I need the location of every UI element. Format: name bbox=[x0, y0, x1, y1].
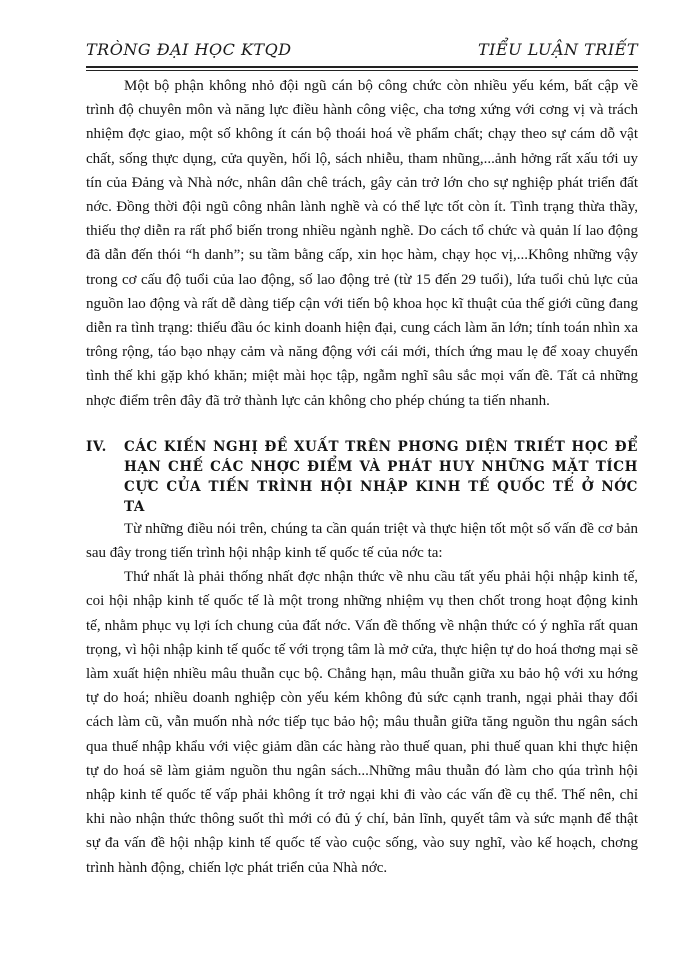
header-divider bbox=[86, 66, 638, 71]
paragraph-workforce-weaknesses: Một bộ phận không nhỏ đội ngũ cán bộ công chức còn nhiều yếu kém, bất cập về trình độ chuyên môn và năng lực điều hành công việc, cha tơng xứng với cơng vị và trách nhiệm đợc giao, một số không ít cán bộ thoái hoá về phẩm chất; chạy theo sự cám dỗ vật chất, sống thực dụng, cửa quyền, hối lộ, sách nhiễu, tham nhũng,...ảnh hởng rất xấu tới uy tín của Đảng và Nhà nớc, nhân dân chê trách, gây cản trở lớn cho sự nghiệp phát triển đất nớc. Đồng thời đội ngũ công nhân lành nghề và có thể lực tốt còn ít. Tình trạng thừa thầy, thiếu thợ diễn ra rất phổ biến trong nhiều ngành nghề. Do cách tổ chức và quản lí lao động đã dẫn đến thói “h danh”; su tầm bằng cấp, xin học hàm, chạy học vị,...Không những vậy trong cơ cấu độ tuổi của lao động, số lao động trẻ (từ 15 đến 29 tuổi), lứa tuổi chủ lực của nguồn lao động và rất dễ dàng tiếp cận với tiến bộ khoa học kĩ thuật của thế giới cũng đang diễn ra tình trạng: thiếu đầu óc kinh doanh hiện đại, cung cách làm ăn lớn; tính toán nhìn xa trông rộng, táo bạo nhạy cảm và năng động với cái mới, thích ứng mau lẹ để xoay chuyển tình thế khi gặp khó khăn; miệt mài học tập, ngẫm nghĩ sâu sắc mọi vấn đề. Tất cả những nhợc điểm trên đây đã trở thành lực cản không cho phép chúng ta tiến nhanh. bbox=[86, 78, 638, 409]
page-header bbox=[86, 40, 638, 64]
header-left-title: TRÒNG ĐẠI HỌC KTQD bbox=[86, 40, 292, 59]
paragraph-first-point: Thứ nhất là phải thống nhất đợc nhận thức về nhu cầu tất yếu phải hội nhập kinh tế, coi hội nhập kinh tế quốc tế là một trong những nhiệm vụ then chốt trong hoạt động kinh tế, nhằm phục vụ lợi ích chung của đất nớc. Vấn đề thống về nhận thức có ý nghĩa rất quan trọng, vì hội nhập kinh tế quốc tế với trọng tâm là mở cửa, thực hiện tự do hoá thơng mại sẽ làm xuất hiện nhiều mâu thuẫn cục bộ. Chẳng hạn, mâu thuẫn giữa xu bảo hộ với xu hớng tự do hoá; nhiều doanh nghiệp còn yếu kém không đủ sức cạnh tranh, ngại phải thay đổi cách làm cũ, vẫn muốn nhà nớc tiếp tục bảo hộ; mâu thuẫn giữa tăng nguồn thu ngân sách qua thuế nhập khẩu với việc giảm dần các hàng rào thuế quan, phi thuế quan khi thực hiện tự do hoá sẽ làm giảm nguồn thu ngân sách...Những mâu thuẫn đó làm cho qúa trình hội nhập kinh tế quốc tế vấp phải không ít trở ngại khi đi vào các vấn đề cụ thể. Thế nên, chỉ khi nào nhận thức thông suốt thì mới có đủ ý chí, bản lĩnh, quyết tâm và sức mạnh để thật sự đa vấn đề hội nhập kinh tế quốc tế vào cuộc sống, vào suy nghĩ, vào kế hoạch, chơng trình hành động, chiến lợc phát triển của Nhà nớc. bbox=[86, 569, 638, 876]
header-right-title: TIỂU LUẬN TRIẾT bbox=[477, 40, 638, 59]
paragraph-intro: Từ những điều nói trên, chúng ta cần quán triệt và thực hiện tốt một số vấn đề cơ bản sau đây trong tiến trình hội nhập kinh tế quốc tế của nớc ta: bbox=[86, 520, 638, 562]
section-number: IV. bbox=[86, 438, 107, 455]
section-title: CÁC KIẾN NGHỊ ĐỀ XUẤT TRÊN PHƠNG DIỆN TRIẾT HỌC ĐỂ HẠN CHẾ CÁC NHỢC ĐIỂM VÀ PHÁT HUY NHỮNG MẶT TÍCH CỰC CỦA TIẾN TRÌNH HỘI NHẬP KINH TẾ QUỐC TẾ Ở NỚC TA bbox=[124, 438, 638, 515]
document-body bbox=[86, 74, 638, 880]
section-heading bbox=[86, 437, 638, 517]
